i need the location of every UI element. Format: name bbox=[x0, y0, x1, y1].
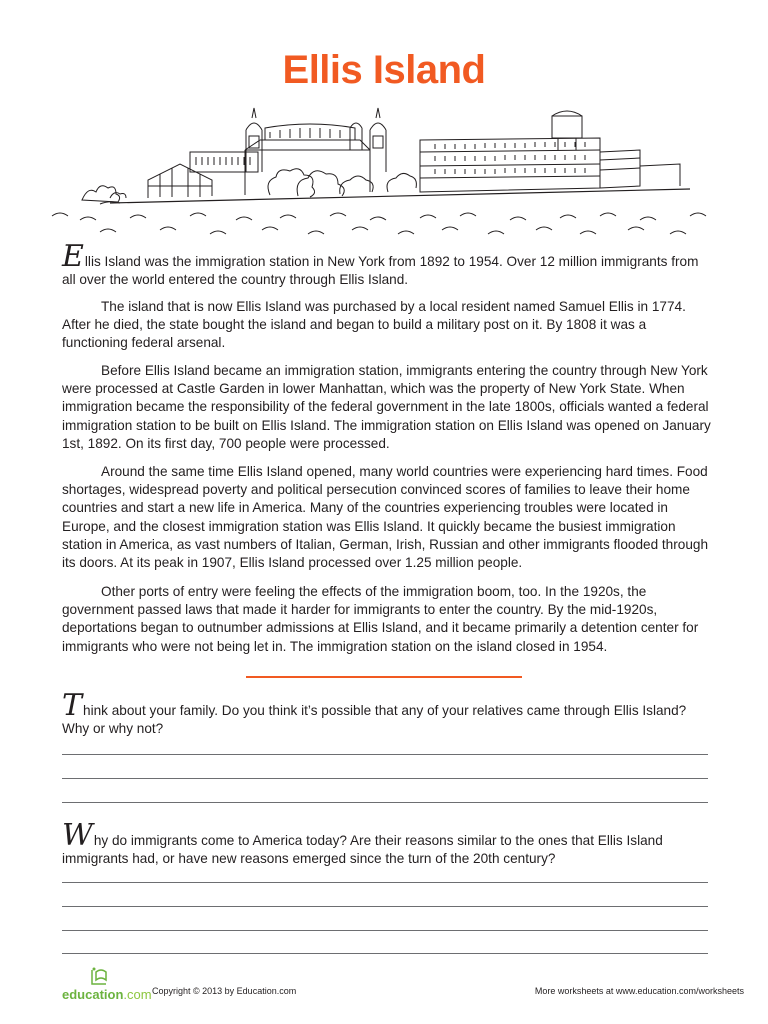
education-logo-icon bbox=[88, 966, 110, 986]
paragraph-text: llis Island was the immigration station in New York from 1892 to 1954. Over 12 million immigrants from all over the world entered the country through Ellis Island. bbox=[62, 254, 699, 288]
answer-line[interactable] bbox=[62, 930, 708, 931]
ellis-island-illustration bbox=[40, 100, 730, 250]
dropcap: E bbox=[62, 239, 84, 274]
page-title: Ellis Island bbox=[282, 48, 486, 92]
answer-line[interactable] bbox=[62, 754, 708, 755]
logo-name: education bbox=[62, 987, 124, 1002]
dropcap: W bbox=[62, 818, 93, 853]
question-2 bbox=[62, 818, 712, 868]
answer-line[interactable] bbox=[62, 953, 708, 954]
education-logo[interactable] bbox=[62, 987, 152, 1002]
logo-suffix: .com bbox=[123, 987, 152, 1002]
paragraph: Around the same time Ellis Island opened, many world countries were experiencing hard times. Food shortages, widespread poverty and political persecution convinced scores of families to leave their home countries and start a new life in America. Many of the countries experiencing troubles were located in Europe, and the closest immigration station was Ellis Island. It quickly became the busiest immigration station in America, as vast numbers of Italian, German, Irish, Russian and other immigrants flooded through its doors. At its peak in 1907, Ellis Island processed over 1.25 million people. bbox=[62, 464, 709, 571]
intro-paragraph bbox=[62, 239, 712, 289]
answer-line[interactable] bbox=[62, 802, 708, 803]
answer-line[interactable] bbox=[62, 906, 708, 907]
paragraph: Before Ellis Island became an immigration station, immigrants entering the country through New York were processed at Castle Garden in lower Manhattan, which was the property of New York State. When immigration became the responsibility of the federal government in the late 1800s, officials wanted a federal immigration station to be built on Ellis Island. The immigration station on Ellis Island was opened on January 1st, 1892. On its first day, 700 people were processed. bbox=[62, 363, 711, 451]
more-worksheets-link[interactable]: More worksheets at www.education.com/worksheets bbox=[534, 986, 744, 996]
question-text: hink about your family. Do you think it’s possible that any of your relatives came through Ellis Island? Why or why not? bbox=[62, 703, 687, 737]
section-divider bbox=[246, 676, 522, 678]
answer-line[interactable] bbox=[62, 778, 708, 779]
question-1 bbox=[62, 688, 712, 738]
copyright-text: Copyright © 2013 by Education.com bbox=[152, 986, 297, 996]
question-text: hy do immigrants come to America today? Are their reasons similar to the ones that Ellis Island immigrants had, or have new reasons emerged since the turn of the 20th century? bbox=[62, 833, 663, 867]
paragraph: Other ports of entry were feeling the effects of the immigration boom, too. In the 1920s, the government passed laws that made it harder for immigrants to enter the country. By the mid-1920s, deportations began to outnumber admissions at Ellis Island, and it became primarily a detention center for immigrants who were not being let in. The immigration station on the island closed in 1954. bbox=[62, 584, 699, 654]
paragraph: The island that is now Ellis Island was purchased by a local resident named Samuel Ellis in 1774. After he died, the state bought the island and began to build a military post on it. By 1808 it was a functioning federal arsenal. bbox=[62, 299, 686, 351]
dropcap: T bbox=[62, 688, 83, 723]
answer-line[interactable] bbox=[62, 882, 708, 883]
